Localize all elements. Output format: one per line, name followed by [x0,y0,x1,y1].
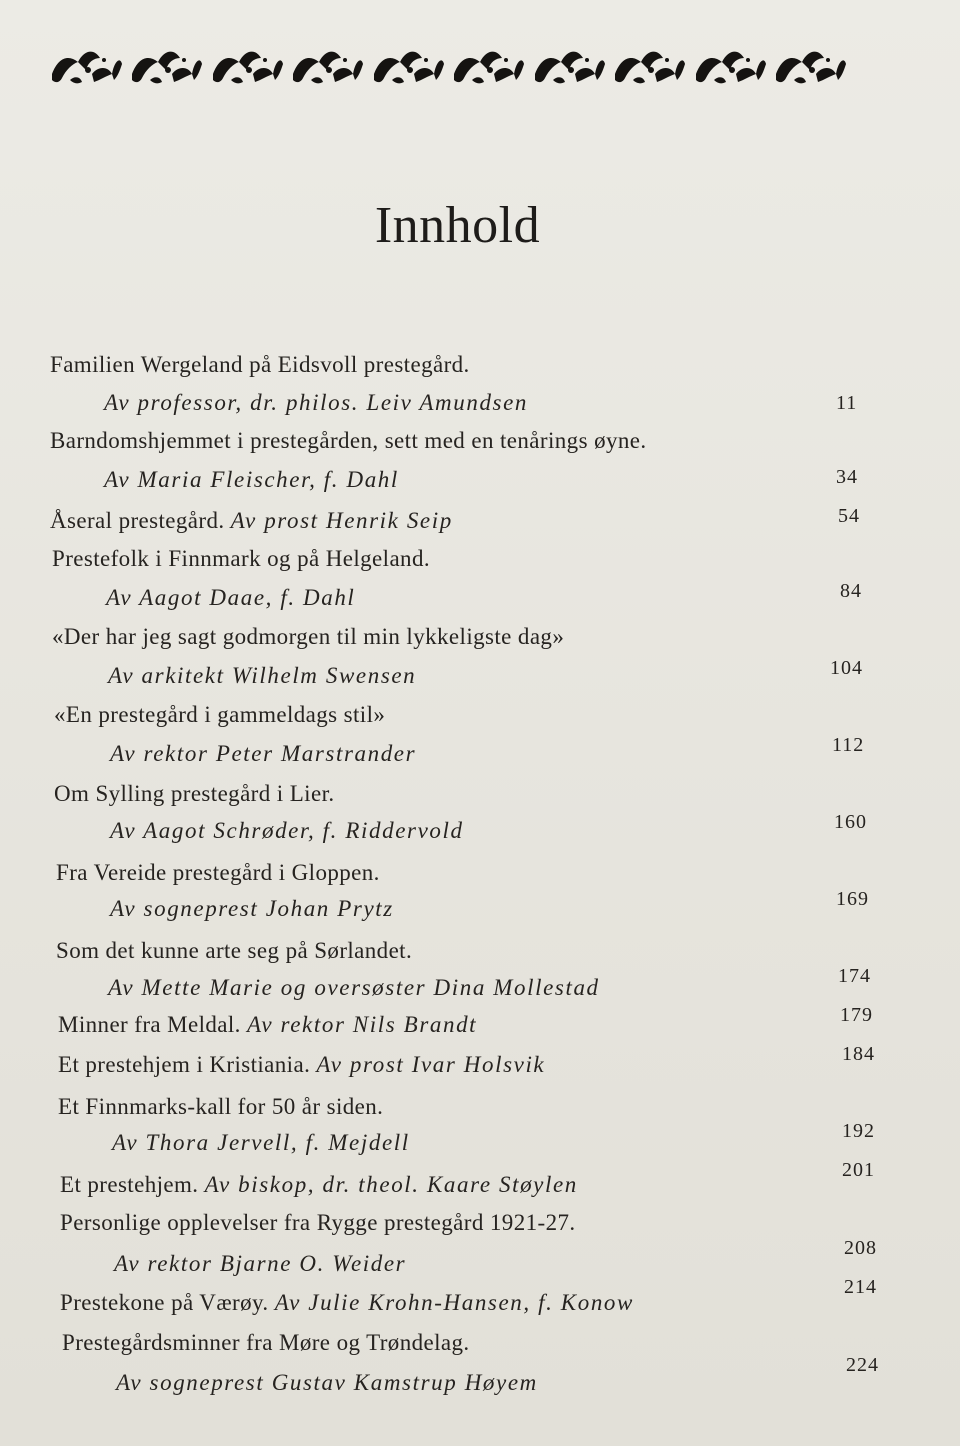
toc-entry-title: «En prestegård i gammeldags stil» [54,702,386,727]
toc-entry-author: Av rektor Nils Brandt [247,1012,478,1037]
toc-page-number: 160 [834,811,867,833]
toc-entry-author: Av Aagot Daae, f. Dahl [106,585,356,610]
toc-entry-title: Prestefolk i Finnmark og på Helgeland. [52,546,431,571]
toc-entry-title: «Der har jeg sagt godmorgen til min lykkeligste dag» [52,624,565,649]
toc-page-number: 208 [844,1237,877,1259]
toc-entry-title: Familien Wergeland på Eidsvoll prestegård. [50,352,470,377]
toc-entry-title: Et Finnmarks-kall for 50 år siden. [58,1094,384,1119]
toc-entry-title: Prestekone på Værøy. [60,1290,269,1315]
toc-page-number: 192 [842,1120,875,1142]
toc-page-number: 214 [844,1276,877,1298]
toc-entry-title: Fra Vereide prestegård i Gloppen. [56,860,380,885]
toc-page-number: 184 [842,1043,875,1065]
toc-entry-author: Av Maria Fleischer, f. Dahl [104,467,399,492]
toc-entry [60,1172,578,1198]
toc-entry-author: Av Julie Krohn-Hansen, f. Konow [274,1290,634,1315]
toc-entry-title: Barndomshjemmet i prestegården, sett med en tenårings øyne. [50,428,647,453]
toc-entry-author: Av prost Henrik Seip [230,508,453,533]
toc-entry-title: Åseral prestegård. [50,508,225,533]
toc-entry-author: Av Mette Marie og oversøster Dina Mollestad [108,975,600,1000]
toc-entry-title: Et prestehjem i Kristiania. [58,1052,311,1077]
toc-entry-title: Prestegårdsminner fra Møre og Trøndelag. [62,1330,470,1355]
toc-page-number: 179 [840,1004,873,1026]
toc-entry-title: Om Sylling prestegård i Lier. [54,781,335,806]
toc-entry-author: Av rektor Bjarne O. Weider [114,1251,407,1276]
toc-page-number: 169 [836,888,869,910]
toc-entry-author: Av arkitekt Wilhelm Swensen [108,663,417,688]
toc-page-number: 54 [838,505,860,527]
toc-entry-title: Personlige opplevelser fra Rygge prestegård 1921-27. [60,1210,576,1235]
toc-entry [58,1052,545,1078]
toc-page-number: 34 [836,466,858,488]
page-title: Innhold [374,197,541,254]
toc-entry-author: Av Aagot Schrøder, f. Riddervold [110,818,464,843]
toc-page-number: 11 [836,392,858,414]
toc-entry [60,1290,634,1316]
toc-entry [58,1012,477,1038]
toc-entry-title: Et prestehjem. [60,1172,199,1197]
toc-entry-author: Av Thora Jervell, f. Mejdell [112,1130,410,1155]
toc-page-number: 104 [830,657,863,679]
toc-page-number: 112 [832,734,865,756]
toc-entry-author: Av sogneprest Johan Prytz [110,896,394,921]
toc-entry-author: Av rektor Peter Marstrander [110,741,417,766]
toc-page-number: 174 [838,965,871,987]
toc-entry-author: Av prost Ivar Holsvik [316,1052,546,1077]
toc-entry-author: Av biskop, dr. theol. Kaare Støylen [204,1172,578,1197]
toc-page-number: 224 [846,1354,879,1376]
toc-entry-title: Minner fra Meldal. [58,1012,241,1037]
toc-entry-title: Som det kunne arte seg på Sørlandet. [56,938,413,963]
toc-entry-author: Av sogneprest Gustav Kamstrup Høyem [116,1370,538,1395]
toc-entry-author: Av professor, dr. philos. Leiv Amundsen [104,390,529,415]
toc-page-number: 201 [842,1159,875,1181]
toc-page-number: 84 [840,580,862,602]
toc-entry [50,508,453,534]
